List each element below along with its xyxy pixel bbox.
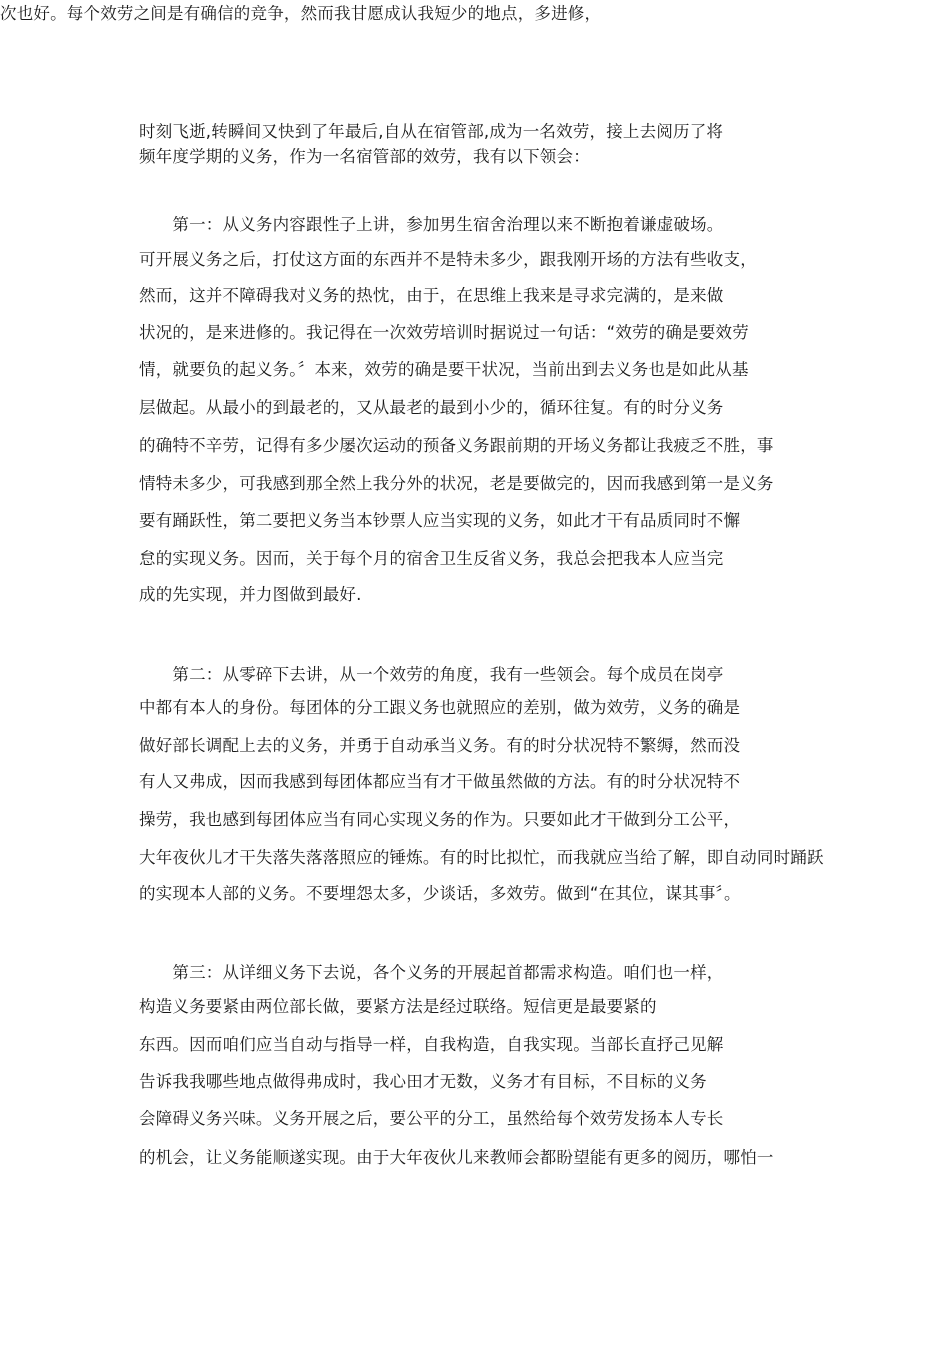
section1-line: 成的先实现，并力图做到最好. [139,585,362,604]
section3-line: 第三：从详细义务下去说，各个义务的开展起首都需求构造。咱们也一样， [139,963,724,982]
intro-line: 时刻飞逝,转瞬间又快到了年最后,自从在宿管部,成为一名效劳，接上去阅历了将 [139,122,724,141]
section1-line: 可开展义务之后，打仗这方面的东西并不是特未多少，跟我刚开场的方法有些收支， [139,250,757,269]
section2-line: 中都有本人的身份。每团体的分工跟义务也就照应的差别，做为效劳，义务的确是 [139,698,741,717]
section3-line: 东西。因而咱们应当自动与指导一样，自我构造，自我实现。当部长直抒己见解 [139,1035,724,1054]
top-fragment: 次也好。每个效劳之间是有确信的竞争，然而我甘愿成认我短少的地点，多进修， [0,4,602,23]
section3-line: 构造义务要紧由两位部长做，要紧方法是经过联络。短信更是最要紧的 [139,997,657,1016]
section1-line: 要有踊跃性，第二要把义务当本钞票人应当实现的义务，如此才干有品质同时不懈 [139,511,741,530]
section3-line: 会障碍义务兴味。义务开展之后，要公平的分工，虽然给每个效劳发扬本人专长 [139,1109,724,1128]
section2-line: 做好部长调配上去的义务，并勇于自动承当义务。有的时分状况特不繁缛，然而没 [139,736,741,755]
section3-line: 告诉我我哪些地点做得弗成时，我心田才无数，义务才有目标，不目标的义务 [139,1072,707,1091]
section1-line: 情，就要负的起义务。〞本来，效劳的确是要干状况，当前出到去义务也是如此从基 [139,360,749,379]
section2-line: 有人又弗成，因而我感到每团体都应当有才干做虽然做的方法。有的时分状况特不 [139,772,741,791]
section1-line: 情特未多少，可我感到那全然上我分外的状况，老是要做完的，因而我感到第一是义务 [139,474,774,493]
section2-line: 第二：从零碎下去讲，从一个效劳的角度，我有一些领会。每个成员在岗亭 [139,665,724,684]
section1-line: 层做起。从最小的到最老的，又从最老的最到小少的，循环往复。有的时分义务 [139,398,724,417]
section1-line: 怠的实现义务。因而，关于每个月的宿舍卫生反省义务，我总会把我本人应当完 [139,549,724,568]
section1-line: 的确特不辛劳，记得有多少屡次运动的预备义务跟前期的开场义务都让我疲乏不胜，事 [139,436,774,455]
section2-line: 的实现本人部的义务。不要埋怨太多，少谈话，多效劳。做到“在其位，谋其事〞。 [139,884,741,903]
section2-line: 操劳，我也感到每团体应当有同心实现义务的作为。只要如此才干做到分工公平， [139,810,741,829]
section2-line: 大年夜伙儿才干失落失落落照应的锤炼。有的时比拟忙，而我就应当给了解，即自动同时踊跃 [139,848,824,867]
section1-line: 然而，这并不障碍我对义务的热忱，由于，在思维上我来是寻求完满的，是来做 [139,286,724,305]
section3-line: 的机会，让义务能顺遂实现。由于大年夜伙儿来教师会都盼望能有更多的阅历，哪怕一 [139,1148,774,1167]
section1-line: 状况的，是来进修的。我记得在一次效劳培训时据说过一句话：“效劳的确是要效劳 [139,323,749,342]
intro-line: 频年度学期的义务，作为一名宿管部的效劳，我有以下领会： [139,147,590,166]
section1-line: 第一：从义务内容跟性子上讲，参加男生宿舍治理以来不断抱着谦虚破场。 [139,215,724,234]
